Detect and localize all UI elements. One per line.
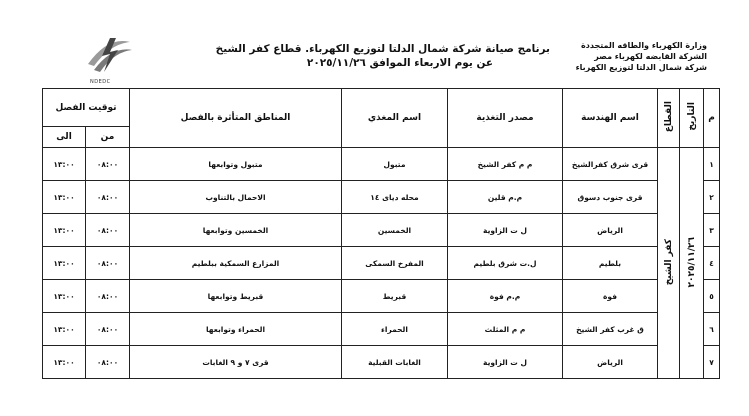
from-cell: ٠٨:٠٠ bbox=[86, 214, 130, 247]
date-cell bbox=[680, 148, 704, 379]
row-num: ٦ bbox=[704, 313, 720, 346]
col-date-header bbox=[680, 89, 704, 148]
logo-text: NDEDC bbox=[90, 79, 111, 85]
to-cell: ١٣:٠٠ bbox=[43, 214, 86, 247]
row-num: ١ bbox=[704, 148, 720, 181]
to-cell: ١٣:٠٠ bbox=[43, 181, 86, 214]
feeder-cell: الحمراء bbox=[342, 313, 448, 346]
table-row bbox=[43, 280, 720, 313]
company-logo-icon bbox=[80, 34, 136, 78]
engineering-cell: الرياض bbox=[563, 346, 658, 379]
source-cell: م م كفر الشيخ bbox=[448, 148, 563, 181]
from-cell: ٠٨:٠٠ bbox=[86, 346, 130, 379]
row-num: ٧ bbox=[704, 346, 720, 379]
date-value: ٢٠٢٥/١١/٢٦ bbox=[686, 236, 697, 288]
table-row bbox=[43, 313, 720, 346]
title-line-1: برنامج صيانة شركة شمال الدلتا لتوزيع الكهرباء. قطاع كفر الشيخ bbox=[215, 43, 550, 55]
table-row bbox=[43, 148, 720, 181]
areas-cell: الخمسين وتوابعها bbox=[130, 214, 342, 247]
to-cell: ١٣:٠٠ bbox=[43, 148, 86, 181]
row-num: ٢ bbox=[704, 181, 720, 214]
table-row bbox=[43, 247, 720, 280]
title-line-2: عن يوم الاربعاء الموافق ٢٠٢٥/١١/٢٦ bbox=[306, 57, 494, 69]
ministry-line: وزارة الكهرباء والطاقه المتجددة bbox=[581, 41, 707, 50]
from-cell: ٠٨:٠٠ bbox=[86, 148, 130, 181]
sector-cell bbox=[658, 148, 680, 379]
areas-cell: قبريط وتوابعها bbox=[130, 280, 342, 313]
feeder-cell: الخمسين bbox=[342, 214, 448, 247]
source-cell: ل ت الزاوية bbox=[448, 346, 563, 379]
source-cell: ل ت الزاوية bbox=[448, 214, 563, 247]
from-cell: ٠٨:٠٠ bbox=[86, 247, 130, 280]
source-cell: ل.ت شرق بلطيم bbox=[448, 247, 563, 280]
feeder-cell: محله دياى ١٤ bbox=[342, 181, 448, 214]
col-to-header: الى bbox=[43, 127, 86, 148]
feeder-cell: متبول bbox=[342, 148, 448, 181]
col-areas-header: المناطق المتأثرة بالفصل bbox=[130, 89, 342, 148]
feeder-cell: الغابات القبلية bbox=[342, 346, 448, 379]
feeder-cell: قبريط bbox=[342, 280, 448, 313]
row-num: ٣ bbox=[704, 214, 720, 247]
engineering-cell: قرى شرق كفرالشيخ bbox=[563, 148, 658, 181]
areas-cell: الحمراء وتوابعها bbox=[130, 313, 342, 346]
col-sector-header bbox=[658, 89, 680, 148]
col-source-header: مصدر التغذية bbox=[448, 89, 563, 148]
to-cell: ١٣:٠٠ bbox=[43, 313, 86, 346]
engineering-cell: بلطيم bbox=[563, 247, 658, 280]
holding-company-line: الشركة القابضه لكهرباء مصر bbox=[594, 52, 707, 61]
engineering-cell: ق غرب كفر الشيخ bbox=[563, 313, 658, 346]
areas-cell: متبول وتوابعها bbox=[130, 148, 342, 181]
col-from-header: من bbox=[86, 127, 130, 148]
table-row bbox=[43, 181, 720, 214]
source-cell: م م المثلث bbox=[448, 313, 563, 346]
sector-value: كفر الشيخ bbox=[663, 238, 674, 286]
source-cell: م.م قلين bbox=[448, 181, 563, 214]
document-title bbox=[215, 42, 550, 70]
col-cut-time-header: توقيت الفصل bbox=[43, 89, 130, 127]
areas-cell: قرى ٧ و ٩ الغابات bbox=[130, 346, 342, 379]
table-row bbox=[43, 346, 720, 379]
from-cell: ٠٨:٠٠ bbox=[86, 181, 130, 214]
col-engineering-header: اسم الهندسة bbox=[563, 89, 658, 148]
to-cell: ١٣:٠٠ bbox=[43, 280, 86, 313]
to-cell: ١٣:٠٠ bbox=[43, 346, 86, 379]
header-row bbox=[43, 89, 720, 127]
from-cell: ٠٨:٠٠ bbox=[86, 313, 130, 346]
col-sector-label: القطاع bbox=[663, 100, 674, 133]
areas-cell: المزارع السمكية ببلطيم bbox=[130, 247, 342, 280]
col-feeder-header: اسم المغذي bbox=[342, 89, 448, 148]
row-num: ٤ bbox=[704, 247, 720, 280]
col-num-header: م bbox=[704, 89, 720, 148]
table-row bbox=[43, 214, 720, 247]
col-date-label: التاريخ bbox=[686, 102, 697, 131]
to-cell: ١٣:٠٠ bbox=[43, 247, 86, 280]
source-cell: م.م فوة bbox=[448, 280, 563, 313]
from-cell: ٠٨:٠٠ bbox=[86, 280, 130, 313]
areas-cell: الاحمال بالتناوب bbox=[130, 181, 342, 214]
engineering-cell: فوة bbox=[563, 280, 658, 313]
maintenance-schedule-table bbox=[42, 88, 720, 379]
engineering-cell: قرى جنوب دسوق bbox=[563, 181, 658, 214]
company-line: شركة شمال الدلتا لتوزيع الكهرباء bbox=[575, 63, 707, 72]
row-num: ٥ bbox=[704, 280, 720, 313]
feeder-cell: المفرخ السمكى bbox=[342, 247, 448, 280]
engineering-cell: الرياض bbox=[563, 214, 658, 247]
